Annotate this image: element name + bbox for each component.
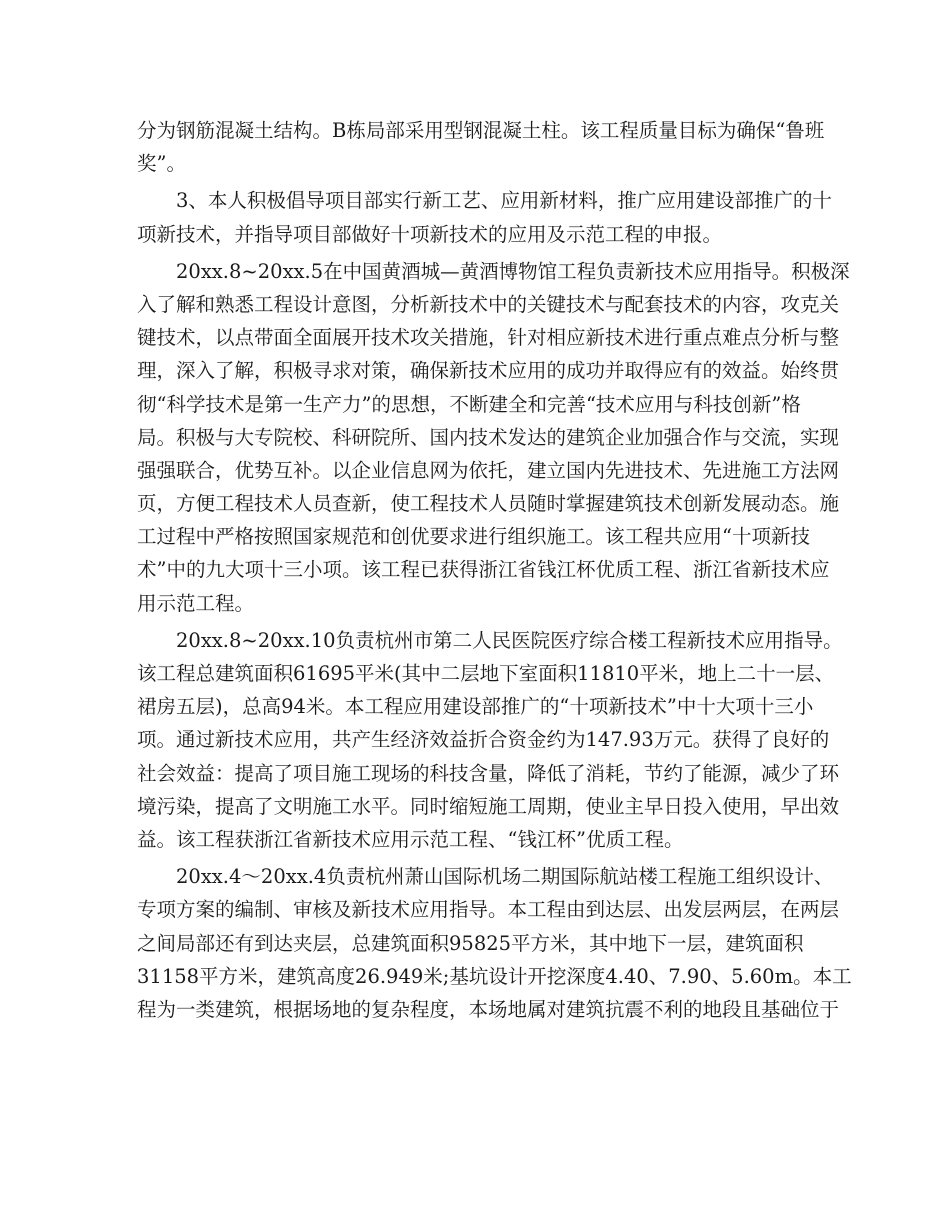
- text-line: 20xx.8~20xx.10负责杭州市第二人民医院医疗综合楼工程新技术应用指导。: [176, 628, 843, 652]
- text-line: 社会效益：提高了项目施工现场的科技含量，降低了消耗，节约了能源，减少了环: [137, 761, 840, 785]
- text-line: 31158平方米，建筑高度26.949米;基坑设计开挖深度4.40、7.90、5.60m。本工: [137, 964, 852, 988]
- text-line: 20xx.4～20xx.4负责杭州萧山国际机场二期国际航站楼工程施工组织设计、: [176, 865, 834, 889]
- text-line: 益。该工程获浙江省新技术应用示范工程、“钱江杯”优质工程。: [137, 827, 684, 851]
- text-line: 项。通过新技术应用，共产生经济效益折合资金约为147.93万元。获得了良好的: [137, 728, 830, 752]
- text-line: 入了解和熟悉工程设计意图，分析新技术中的关键技术与配套技术的内容，攻克关: [137, 292, 840, 316]
- text-line: 奖”。: [137, 152, 186, 176]
- text-line: 理，深入了解，积极寻求对策，确保新技术应用的成功并取得应有的效益。始终贯: [137, 359, 840, 383]
- text-line: 彻“科学技术是第一生产力”的思想，不断建全和完善“技术应用与科技创新”格: [137, 392, 801, 416]
- text-line: 20xx.8~20xx.5在中国黄酒城—黄酒博物馆工程负责新技术应用指导。积极深: [176, 259, 850, 283]
- text-line: 之间局部还有到达夹层，总建筑面积95825平方米，其中地下一层，建筑面积: [137, 931, 804, 955]
- text-line: 用示范工程。: [137, 591, 255, 615]
- text-line: 工过程中严格按照国家规范和创优要求进行组织施工。该工程共应用“十项新技: [137, 525, 810, 549]
- text-line: 项新技术，并指导项目部做好十项新技术的应用及示范工程的申报。: [137, 222, 723, 246]
- text-line: 该工程总建筑面积61695平米(其中二层地下室面积11810平米，地上二十一层、: [137, 662, 835, 685]
- text-line: 境污染，提高了文明施工水平。同时缩短施工周期，使业主早日投入使用，早出效: [137, 794, 840, 818]
- text-line: 分为钢筋混凝土结构。B栋局部采用型钢混凝土柱。该工程质量目标为确保“鲁班: [137, 119, 825, 142]
- text-line: 术”中的九大项十三小项。该工程已获得浙江省钱江杯优质工程、浙江省新技术应: [137, 558, 830, 582]
- text-line: 程为一类建筑，根据场地的复杂程度，本场地属对建筑抗震不利的地段且基础位于: [137, 997, 840, 1021]
- text-line: 裙房五层)，总高94米。本工程应用建设部推广的“十项新技术”中十大项十三小: [137, 695, 814, 719]
- text-line: 强强联合，优势互补。以企业信息网为依托，建立国内先进技术、先进施工方法网: [137, 458, 840, 482]
- text-line: 3、本人积极倡导项目部实行新工艺、应用新材料，推广应用建设部推广的十: [176, 189, 832, 213]
- text-line: 专项方案的编制、审核及新技术应用指导。本工程由到达层、出发层两层，在两层: [137, 898, 840, 922]
- text-line: 键技术，以点带面全面展开技术攻关措施，针对相应新技术进行重点难点分析与整: [137, 326, 840, 350]
- text-line: 页，方便工程技术人员查新，使工程技术人员随时掌握建筑技术创新发展动态。施: [137, 492, 840, 516]
- text-line: 局。积极与大专院校、科研院所、国内技术发达的建筑企业加强合作与交流，实现: [137, 425, 840, 449]
- document-body: [137, 114, 852, 1026]
